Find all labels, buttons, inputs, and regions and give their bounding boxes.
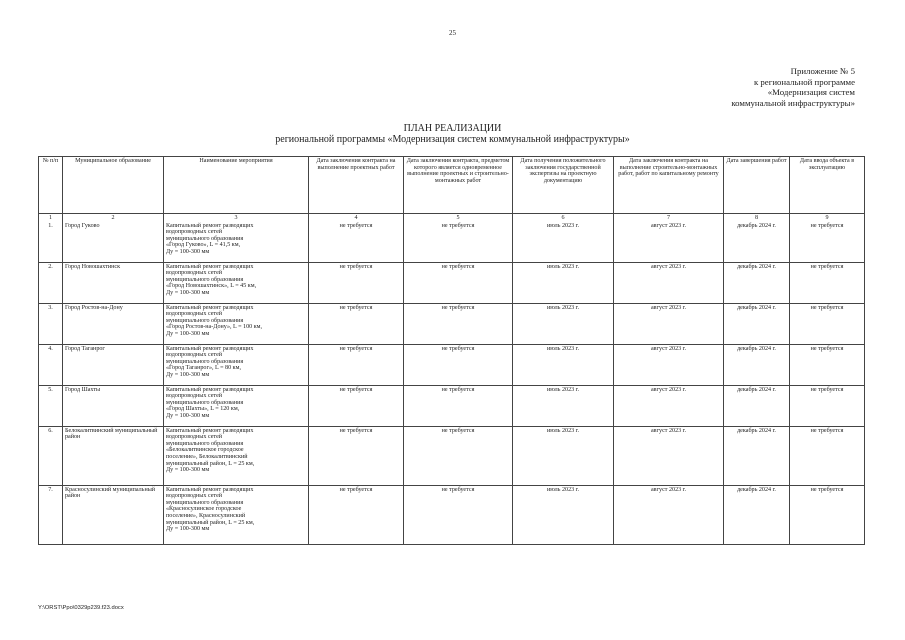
appendix-line: к региональной программе: [753, 76, 855, 87]
header-construction-contract: Дата заключения контракта на выполнение строительно-монтажных работ, работ по капитальному ремонту: [614, 157, 724, 214]
expertise-cell: июль 2023 г.: [513, 426, 614, 485]
measure-line: Капитальный ремонт разводящих: [166, 427, 254, 434]
design-contract-cell: не требуется: [309, 262, 404, 303]
measure-line: Капитальный ремонт разводящих: [166, 304, 254, 311]
table-row: [39, 385, 865, 426]
combined-contract-cell: не требуется: [404, 262, 513, 303]
expertise-cell: июль 2023 г.: [513, 385, 614, 426]
measure-line: муниципального образования: [166, 499, 244, 506]
measure-cell: [164, 262, 309, 303]
combined-contract-cell: не требуется: [404, 485, 513, 544]
measure-line: муниципального образования: [166, 358, 244, 365]
measure-line: Капитальный ремонт разводящих: [166, 386, 254, 393]
expertise-cell: июль 2023 г.: [513, 222, 614, 263]
row-number: 5.: [39, 385, 63, 426]
measure-line: водопроводных сетей: [166, 229, 223, 236]
municipality-cell: Белокалитвинский муниципальный район: [63, 426, 164, 485]
expertise-cell: июль 2023 г.: [513, 303, 614, 344]
design-contract-cell: не требуется: [309, 485, 404, 544]
measure-line: «Красносулинское городское: [166, 506, 242, 513]
measure-line: поселение», Красносулинский: [166, 512, 246, 519]
header-municipality: Муниципальное образование: [63, 157, 164, 214]
measure-line: муниципальный район, L = 25 км,: [166, 519, 255, 526]
measure-line: муниципального образования: [166, 317, 244, 324]
municipality-cell: Город Шахты: [63, 385, 164, 426]
measure-line: «Город Новошахтинск», L = 45 км,: [166, 283, 257, 290]
design-contract-cell: не требуется: [309, 426, 404, 485]
measure-line: муниципального образования: [166, 440, 244, 447]
completion-cell: декабрь 2024 г.: [724, 303, 790, 344]
completion-cell: декабрь 2024 г.: [724, 485, 790, 544]
header-measure: Наименование мероприятия: [164, 157, 309, 214]
completion-cell: декабрь 2024 г.: [724, 426, 790, 485]
page-number: 25: [449, 29, 456, 37]
document-title: [0, 123, 905, 145]
expertise-cell: июль 2023 г.: [513, 262, 614, 303]
measure-cell: [164, 485, 309, 544]
measure-line: Капитальный ремонт разводящих: [166, 263, 254, 270]
header-expertise: Дата получения положительного заключения государственной экспертизы на проектную документацию: [513, 157, 614, 214]
measure-line: «Город Ростов-на-Дону», L = 100 км,: [166, 324, 263, 331]
table-row: [39, 222, 865, 263]
column-number: 8: [724, 214, 790, 222]
table-row: [39, 262, 865, 303]
row-number: 7.: [39, 485, 63, 544]
commissioning-cell: не требуется: [790, 426, 865, 485]
construction-contract-cell: август 2023 г.: [614, 262, 724, 303]
municipality-cell: Город Ростов-на-Дону: [63, 303, 164, 344]
municipality-cell: Город Таганрог: [63, 344, 164, 385]
column-number: 7: [614, 214, 724, 222]
commissioning-cell: не требуется: [790, 262, 865, 303]
table-row: [39, 344, 865, 385]
combined-contract-cell: не требуется: [404, 303, 513, 344]
construction-contract-cell: август 2023 г.: [614, 385, 724, 426]
measure-line: Капитальный ремонт разводящих: [166, 486, 254, 493]
column-number: 9: [790, 214, 865, 222]
measure-cell: [164, 222, 309, 263]
measure-line: муниципальный район, L = 25 км,: [166, 460, 255, 467]
measure-line: «Город Гуково», L = 41,5 км,: [166, 242, 241, 249]
header-combined-contract: Дата заключения контракта, предметом которого является одновременное выполнение проектных и строительно-монтажных работ: [404, 157, 513, 214]
measure-line: «Белокалитвинское городское: [166, 447, 244, 454]
measure-line: водопроводных сетей: [166, 434, 223, 441]
combined-contract-cell: не требуется: [404, 222, 513, 263]
construction-contract-cell: август 2023 г.: [614, 303, 724, 344]
measure-cell: [164, 344, 309, 385]
municipality-cell: Город Новошахтинск: [63, 262, 164, 303]
commissioning-cell: не требуется: [790, 485, 865, 544]
commissioning-cell: не требуется: [790, 303, 865, 344]
completion-cell: декабрь 2024 г.: [724, 262, 790, 303]
column-number: 4: [309, 214, 404, 222]
completion-cell: декабрь 2024 г.: [724, 344, 790, 385]
header-num: № п/п: [39, 157, 63, 214]
measure-line: водопроводных сетей: [166, 311, 223, 318]
appendix-block: [680, 66, 855, 108]
header-completion: Дата завершения работ: [724, 157, 790, 214]
commissioning-cell: не требуется: [790, 385, 865, 426]
table-row: [39, 485, 865, 544]
measure-line: поселение», Белокалитвинский: [166, 453, 248, 460]
column-number: 2: [63, 214, 164, 222]
column-number-row: [39, 214, 865, 222]
row-number: 3.: [39, 303, 63, 344]
measure-line: Капитальный ремонт разводящих: [166, 222, 254, 229]
row-number: 1.: [39, 222, 63, 263]
title-subtitle: региональной программы «Модернизация систем коммунальной инфраструктуры»: [275, 134, 630, 145]
measure-line: Ду = 100-300 мм: [166, 248, 210, 255]
measure-line: водопроводных сетей: [166, 493, 223, 500]
column-number: 5: [404, 214, 513, 222]
header-design-contract: Дата заключения контракта на выполнение проектных работ: [309, 157, 404, 214]
measure-line: Ду = 100-300 мм: [166, 412, 210, 419]
row-number: 4.: [39, 344, 63, 385]
title-main: ПЛАН РЕАЛИЗАЦИИ: [403, 123, 502, 134]
measure-line: Ду = 100-300 мм: [166, 526, 210, 533]
completion-cell: декабрь 2024 г.: [724, 385, 790, 426]
measure-cell: [164, 303, 309, 344]
construction-contract-cell: август 2023 г.: [614, 426, 724, 485]
implementation-plan-table: [38, 156, 865, 545]
construction-contract-cell: август 2023 г.: [614, 222, 724, 263]
appendix-line: коммунальной инфраструктуры»: [731, 97, 855, 108]
appendix-line: Приложение № 5: [790, 66, 855, 76]
measure-cell: [164, 426, 309, 485]
design-contract-cell: не требуется: [309, 303, 404, 344]
measure-line: муниципального образования: [166, 276, 244, 283]
measure-cell: [164, 385, 309, 426]
row-number: 2.: [39, 262, 63, 303]
expertise-cell: июль 2023 г.: [513, 344, 614, 385]
header-commissioning: Дата ввода объекта в эксплуатацию: [790, 157, 865, 214]
commissioning-cell: не требуется: [790, 344, 865, 385]
column-number: 6: [513, 214, 614, 222]
appendix-line: «Модернизация систем: [767, 87, 855, 97]
file-path-footer: Y:\ORST\Ppo\0329p239.f23.docx: [38, 605, 124, 611]
column-number: 1: [39, 214, 63, 222]
expertise-cell: июль 2023 г.: [513, 485, 614, 544]
table-row: [39, 426, 865, 485]
commissioning-cell: не требуется: [790, 222, 865, 263]
measure-line: Ду = 100-300 мм: [166, 289, 210, 296]
measure-line: водопроводных сетей: [166, 270, 223, 277]
combined-contract-cell: не требуется: [404, 426, 513, 485]
table-row: [39, 303, 865, 344]
combined-contract-cell: не требуется: [404, 385, 513, 426]
row-number: 6.: [39, 426, 63, 485]
measure-line: Ду = 100-300 мм: [166, 330, 210, 337]
measure-line: Ду = 100-300 мм: [166, 467, 210, 474]
design-contract-cell: не требуется: [309, 222, 404, 263]
measure-line: муниципального образования: [166, 399, 244, 406]
construction-contract-cell: август 2023 г.: [614, 485, 724, 544]
construction-contract-cell: август 2023 г.: [614, 344, 724, 385]
combined-contract-cell: не требуется: [404, 344, 513, 385]
measure-line: Капитальный ремонт разводящих: [166, 345, 254, 352]
design-contract-cell: не требуется: [309, 385, 404, 426]
column-number: 3: [164, 214, 309, 222]
table-header-row: [39, 157, 865, 214]
measure-line: муниципального образования: [166, 235, 244, 242]
measure-line: водопроводных сетей: [166, 393, 223, 400]
design-contract-cell: не требуется: [309, 344, 404, 385]
measure-line: водопроводных сетей: [166, 352, 223, 359]
municipality-cell: Красносулинский муниципальный район: [63, 485, 164, 544]
municipality-cell: Город Гуково: [63, 222, 164, 263]
measure-line: «Город Таганрог», L = 80 км,: [166, 365, 241, 372]
measure-line: Ду = 100-300 мм: [166, 371, 210, 378]
measure-line: «Город Шахты», L = 120 км,: [166, 406, 240, 413]
completion-cell: декабрь 2024 г.: [724, 222, 790, 263]
